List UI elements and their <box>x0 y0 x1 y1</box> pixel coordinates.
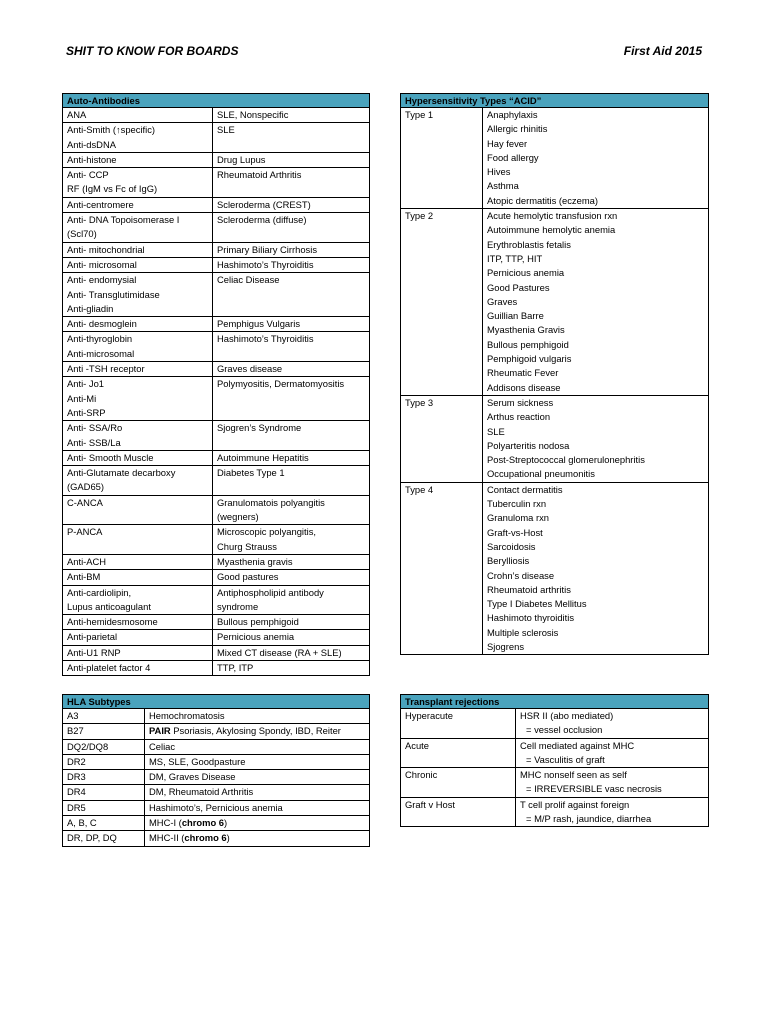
antibody-cell <box>63 213 213 243</box>
antibody-name: Anti-dsDNA <box>67 138 116 150</box>
antibody-name: Anti-Glutamate decarboxy <box>67 467 176 479</box>
disease-name: Bullous pemphigoid <box>217 616 299 628</box>
antibody-name: Anti- DNA Topoisomerase I <box>67 214 180 226</box>
table-row <box>63 242 370 257</box>
disease-cell <box>213 273 370 317</box>
disease-cell <box>213 197 370 212</box>
hypersensitivity-table <box>400 93 709 655</box>
antibody-cell <box>63 466 213 496</box>
hla-subtype: DR4 <box>63 785 145 800</box>
disease-cell <box>213 332 370 362</box>
antibody-name: C-ANCA <box>67 496 103 508</box>
hypersensitivity-examples <box>483 395 709 482</box>
association-text: MHC-I ( <box>149 817 182 829</box>
disease-name: Churg Strauss <box>217 540 277 552</box>
disease-name: Drug Lupus <box>217 153 266 165</box>
example-item: Sarcoidosis <box>487 540 536 552</box>
disease-name: Hashimoto’s Thyroiditis <box>217 333 314 345</box>
association-text: Psoriasis, Akylosing Spondy, IBD, Reiter <box>170 725 341 737</box>
association-text-end: ) <box>224 817 228 829</box>
disease-name: (wegners) <box>217 511 259 523</box>
disease-name: Good pastures <box>217 571 279 583</box>
disease-name: Scleroderma (CREST) <box>217 198 311 210</box>
antibody-cell <box>63 554 213 569</box>
example-item: Serum sickness <box>487 396 554 408</box>
example-item: Rheumatoid arthritis <box>487 583 571 595</box>
example-item: Anaphylaxis <box>487 109 538 120</box>
antibody-cell <box>63 273 213 317</box>
antibody-name: Anti- SSA/Ro <box>67 422 123 434</box>
disease-name: Pernicious anemia <box>217 631 295 643</box>
hla-association <box>145 724 370 739</box>
example-item: Addisons disease <box>487 381 561 393</box>
disease-cell <box>213 525 370 555</box>
antibody-name: Anti-platelet factor 4 <box>67 661 151 673</box>
antibody-cell <box>63 168 213 198</box>
table-row <box>401 482 709 655</box>
rejection-type: Acute <box>401 738 516 768</box>
disease-cell <box>213 585 370 615</box>
antibody-name: Anti-SRP <box>67 406 106 418</box>
disease-name: SLE, Nonspecific <box>217 109 289 120</box>
disease-cell <box>213 450 370 465</box>
hypersensitivity-examples <box>483 482 709 655</box>
example-item: Graft-vs-Host <box>487 526 543 538</box>
association-text: DM, Rheumatoid Arthritis <box>149 786 254 798</box>
example-item: Erythroblastis fetalis <box>487 238 571 250</box>
example-item: Tuberculin rxn <box>487 498 547 510</box>
antibody-name: Anti- Smooth Muscle <box>67 451 154 463</box>
table-row <box>63 816 370 831</box>
antibody-name: Anti- Jo1 <box>67 378 104 390</box>
example-item: Allergic rhinitis <box>487 123 548 135</box>
table-row <box>63 630 370 645</box>
disease-cell <box>213 630 370 645</box>
antibody-name: RF (IgM vs Fc of IgG) <box>67 183 158 195</box>
hla-subtype: DR, DP, DQ <box>63 831 145 846</box>
antibody-name: Anti- endomysial <box>67 274 137 286</box>
table-row <box>63 273 370 317</box>
antibody-cell <box>63 332 213 362</box>
hla-subtypes-table <box>62 694 370 847</box>
table-row <box>63 421 370 451</box>
table-row <box>401 108 709 209</box>
disease-name: Antiphospholipid antibody <box>217 586 324 598</box>
antibody-cell <box>63 495 213 525</box>
antibody-name: Anti- desmoglein <box>67 318 137 330</box>
table-row <box>63 466 370 496</box>
example-item: Guillian Barre <box>487 310 544 322</box>
antibody-name: Anti-histone <box>67 153 117 165</box>
antibody-cell <box>63 362 213 377</box>
example-item: Myasthenia Gravis <box>487 324 565 336</box>
example-item: Graves <box>487 295 518 307</box>
description-line: HSR II (abo mediated) <box>520 710 614 721</box>
table-row <box>401 709 709 739</box>
hla-subtype: A, B, C <box>63 816 145 831</box>
table-row <box>63 754 370 769</box>
disease-name: Microscopic polyangitis, <box>217 526 316 538</box>
association-text: MS, SLE, Goodpasture <box>149 755 246 767</box>
disease-name: Sjogren’s Syndrome <box>217 422 302 434</box>
example-item: Polyarteritis nodosa <box>487 439 570 451</box>
antibody-name: Anti- CCP <box>67 169 109 181</box>
hla-subtype: DR3 <box>63 770 145 785</box>
association-text: Hashimoto’s, Pernicious anemia <box>149 801 283 813</box>
hla-subtype: DR5 <box>63 800 145 815</box>
example-item: Hives <box>487 166 511 178</box>
table-row <box>63 332 370 362</box>
example-item: Acute hemolytic transfusion rxn <box>487 210 618 222</box>
rejection-description <box>516 768 709 798</box>
example-item: Atopic dermatitis (eczema) <box>487 194 598 206</box>
hypersensitivity-type: Type 4 <box>401 482 483 655</box>
antibody-name: Anti- Transglutimidase <box>67 288 160 300</box>
table-row <box>401 209 709 396</box>
table-row <box>63 362 370 377</box>
association-text: DM, Graves Disease <box>149 771 236 783</box>
table-row <box>63 152 370 167</box>
autoantibodies-title: Auto-Antibodies <box>63 94 370 108</box>
hla-association <box>145 709 370 724</box>
antibody-name: Anti-cardiolipin, <box>67 586 132 598</box>
disease-name: Primary Biliary Cirrhosis <box>217 243 318 255</box>
hypersensitivity-type: Type 2 <box>401 209 483 396</box>
hypersensitivity-title: Hypersensitivity Types “ACID” <box>401 94 709 108</box>
disease-cell <box>213 570 370 585</box>
disease-cell <box>213 213 370 243</box>
antibody-name: Anti-thyroglobin <box>67 333 133 345</box>
disease-name: Graves disease <box>217 363 283 375</box>
antibody-name: Anti-U1 RNP <box>67 646 121 658</box>
antibody-name: Anti-gliadin <box>67 302 114 314</box>
antibody-name: Anti-Mi <box>67 392 97 404</box>
table-row <box>63 800 370 815</box>
table-row <box>63 108 370 123</box>
rejection-description <box>516 797 709 827</box>
table-row <box>63 739 370 754</box>
hla-association <box>145 800 370 815</box>
table-row <box>401 797 709 827</box>
antibody-name: Anti-centromere <box>67 198 134 210</box>
antibody-cell <box>63 421 213 451</box>
disease-cell <box>213 108 370 123</box>
example-item: Hay fever <box>487 137 528 149</box>
table-row <box>401 395 709 482</box>
disease-name: Pemphigus Vulgaris <box>217 318 301 330</box>
disease-cell <box>213 645 370 660</box>
disease-name: syndrome <box>217 600 259 612</box>
disease-cell <box>213 362 370 377</box>
table-row <box>63 724 370 739</box>
antibody-cell <box>63 242 213 257</box>
table-row <box>63 585 370 615</box>
rejection-description <box>516 738 709 768</box>
antibody-cell <box>63 570 213 585</box>
table-row <box>63 450 370 465</box>
hypersensitivity-examples <box>483 108 709 209</box>
hypersensitivity-type: Type 1 <box>401 108 483 209</box>
antibody-name: Anti-microsomal <box>67 347 135 359</box>
example-item: Granuloma rxn <box>487 512 550 524</box>
disease-cell <box>213 242 370 257</box>
table-row <box>63 660 370 675</box>
disease-cell <box>213 495 370 525</box>
antibody-name: (Scl70) <box>67 228 97 240</box>
table-row <box>63 495 370 525</box>
antibody-cell <box>63 108 213 123</box>
disease-name: Rheumatoid Arthritis <box>217 169 302 181</box>
disease-name: Myasthenia gravis <box>217 555 293 567</box>
description-line: = IRREVERSIBLE vasc necrosis <box>526 783 662 795</box>
transplant-rejections-table <box>400 694 709 827</box>
table-row <box>401 738 709 768</box>
table-row <box>63 615 370 630</box>
disease-cell <box>213 152 370 167</box>
antibody-cell <box>63 525 213 555</box>
table-row <box>63 645 370 660</box>
emphasis: PAIR <box>149 725 171 737</box>
transplant-title: Transplant rejections <box>401 695 709 709</box>
table-row <box>63 197 370 212</box>
example-item: Occupational pneumonitis <box>487 468 595 480</box>
table-row <box>63 317 370 332</box>
antibody-cell <box>63 197 213 212</box>
description-line: T cell prolif against foreign <box>520 798 630 810</box>
disease-cell <box>213 554 370 569</box>
association-text: MHC-II ( <box>149 832 185 844</box>
antibody-cell <box>63 615 213 630</box>
hla-association <box>145 831 370 846</box>
document-source: First Aid 2015 <box>623 44 702 58</box>
antibody-name: P-ANCA <box>67 526 103 538</box>
antibody-name: Anti-BM <box>67 571 101 583</box>
disease-cell <box>213 660 370 675</box>
disease-cell <box>213 466 370 496</box>
example-item: Arthus reaction <box>487 411 551 423</box>
table-row <box>63 257 370 272</box>
antibody-cell <box>63 123 213 153</box>
rejection-description <box>516 709 709 739</box>
example-item: Hashimoto thyroiditis <box>487 612 575 624</box>
disease-name: TTP, ITP <box>217 661 254 673</box>
example-item: Contact dermatitis <box>487 483 563 495</box>
description-line: = vessel occlusion <box>526 724 603 736</box>
disease-name: SLE <box>217 124 235 136</box>
disease-cell <box>213 421 370 451</box>
example-item: Pernicious anemia <box>487 267 565 279</box>
disease-cell <box>213 377 370 421</box>
antibody-name: ANA <box>67 109 87 120</box>
description-line: MHC nonself seen as self <box>520 769 627 781</box>
example-item: Multiple sclerosis <box>487 626 559 638</box>
disease-name: Mixed CT disease (RA + SLE) <box>217 646 342 658</box>
antibody-cell <box>63 152 213 167</box>
example-item: Good Pastures <box>487 281 550 293</box>
disease-name: Diabetes Type 1 <box>217 467 285 479</box>
antibody-cell <box>63 377 213 421</box>
disease-cell <box>213 615 370 630</box>
table-row <box>63 123 370 153</box>
antibody-cell <box>63 450 213 465</box>
example-item: Berylliosis <box>487 555 530 567</box>
description-line: = M/P rash, jaundice, diarrhea <box>526 813 652 825</box>
example-item: Bullous pemphigoid <box>487 338 569 350</box>
disease-cell <box>213 123 370 153</box>
hla-subtype: DQ2/DQ8 <box>63 739 145 754</box>
table-row <box>63 831 370 846</box>
table-row <box>63 554 370 569</box>
example-item: Autoimmune hemolytic anemia <box>487 224 616 236</box>
rejection-type: Hyperacute <box>401 709 516 739</box>
association-text: Hemochromatosis <box>149 710 225 721</box>
table-row <box>63 168 370 198</box>
example-item: Asthma <box>487 180 519 192</box>
association-text: Celiac <box>149 740 176 752</box>
disease-name: Polymyositis, Dermatomyositis <box>217 378 345 390</box>
hla-subtype: DR2 <box>63 754 145 769</box>
emphasis: chromo 6 <box>181 817 225 829</box>
antibody-cell <box>63 660 213 675</box>
antibody-cell <box>63 317 213 332</box>
example-item: Crohn’s disease <box>487 569 555 581</box>
page-header <box>66 44 702 64</box>
hla-association <box>145 770 370 785</box>
disease-name: Scleroderma (diffuse) <box>217 214 307 226</box>
hla-association <box>145 739 370 754</box>
emphasis: chromo 6 <box>184 832 227 844</box>
table-row <box>63 213 370 243</box>
description-line: Cell mediated against MHC <box>520 739 635 751</box>
example-item: Post-Streptococcal glomerulonephritis <box>487 454 645 466</box>
antibody-name: Anti-parietal <box>67 631 118 643</box>
table-row <box>63 709 370 724</box>
autoantibodies-table <box>62 93 370 676</box>
antibody-name: Anti -TSH receptor <box>67 363 145 375</box>
example-item: SLE <box>487 425 505 437</box>
antibody-name: Lupus anticoagulant <box>67 600 151 612</box>
disease-cell <box>213 317 370 332</box>
antibody-name: Anti- mitochondrial <box>67 243 145 255</box>
antibody-cell <box>63 585 213 615</box>
antibody-name: Anti- microsomal <box>67 258 137 270</box>
antibody-cell <box>63 645 213 660</box>
disease-name: Hashimoto’s Thyroiditis <box>217 258 314 270</box>
disease-cell <box>213 168 370 198</box>
table-row <box>63 570 370 585</box>
rejection-type: Chronic <box>401 768 516 798</box>
hla-subtype: A3 <box>63 709 145 724</box>
table-row <box>63 785 370 800</box>
antibody-name: (GAD65) <box>67 481 104 493</box>
disease-cell <box>213 257 370 272</box>
description-line: = Vasculitis of graft <box>526 753 605 765</box>
example-item: Pemphigoid vulgaris <box>487 353 572 365</box>
antibody-cell <box>63 257 213 272</box>
hla-association <box>145 785 370 800</box>
table-row <box>63 377 370 421</box>
hla-title: HLA Subtypes <box>63 695 370 709</box>
example-item: Sjogrens <box>487 640 525 652</box>
example-item: Rheumatic Fever <box>487 367 559 379</box>
table-row <box>63 525 370 555</box>
antibody-name: Anti-Smith (↑specific) <box>67 124 156 136</box>
example-item: Food allergy <box>487 151 539 163</box>
disease-name: Autoimmune Hepatitis <box>217 451 309 463</box>
hla-association <box>145 754 370 769</box>
rejection-type: Graft v Host <box>401 797 516 827</box>
table-row <box>401 768 709 798</box>
example-item: Type I Diabetes Mellitus <box>487 598 587 610</box>
hypersensitivity-type: Type 3 <box>401 395 483 482</box>
antibody-name: Anti-ACH <box>67 555 107 567</box>
antibody-name: Anti- SSB/La <box>67 436 121 448</box>
document-title: SHIT TO KNOW FOR BOARDS <box>66 44 239 58</box>
disease-name: Granulomatois polyangitis <box>217 496 325 508</box>
table-row <box>63 770 370 785</box>
hypersensitivity-examples <box>483 209 709 396</box>
antibody-name: Anti-hemidesmosome <box>67 616 158 628</box>
example-item: ITP, TTP, HIT <box>487 252 543 264</box>
hla-subtype: B27 <box>63 724 145 739</box>
association-text-end: ) <box>226 832 230 844</box>
antibody-cell <box>63 630 213 645</box>
disease-name: Celiac Disease <box>217 274 280 286</box>
hla-association <box>145 816 370 831</box>
